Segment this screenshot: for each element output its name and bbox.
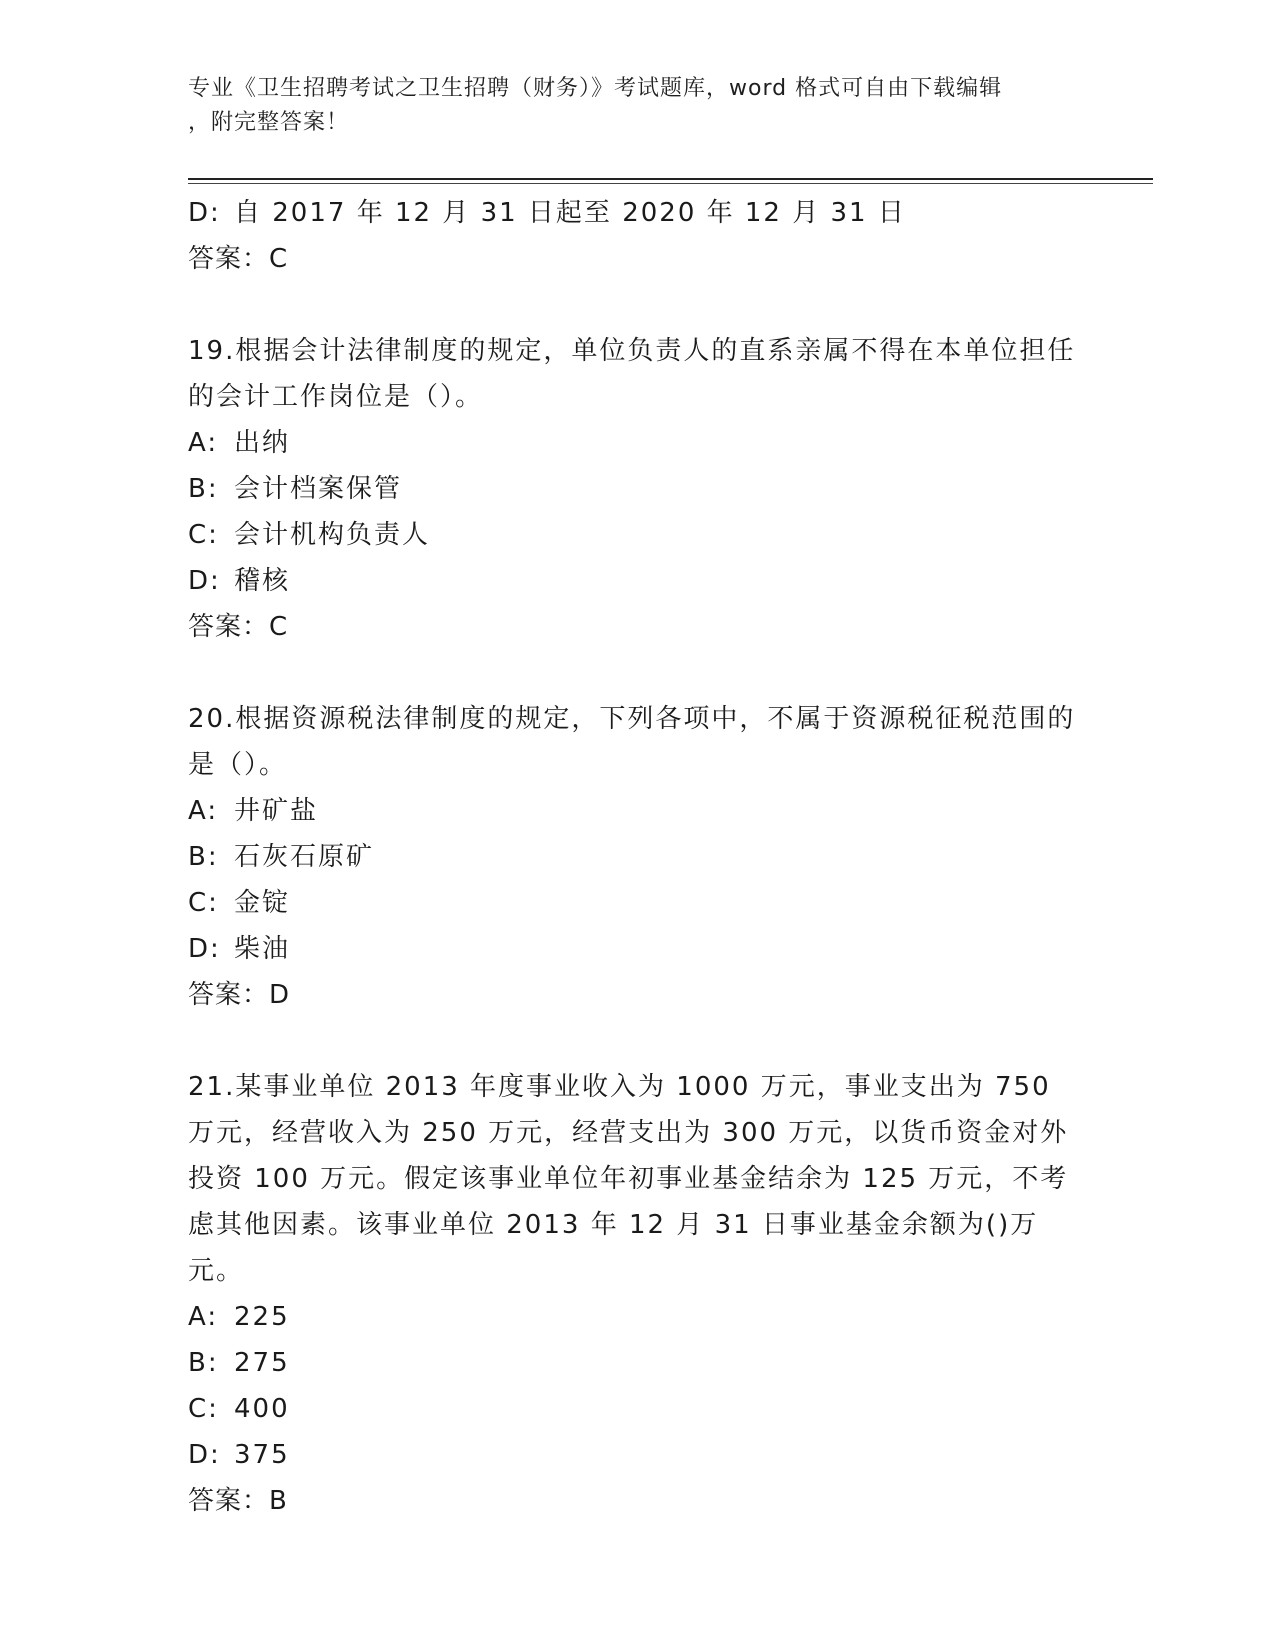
option-text: 金锭 <box>234 888 291 918</box>
option-key: A: <box>188 428 219 458</box>
option-key: B: <box>188 474 219 504</box>
option-text: 225 <box>234 1302 290 1332</box>
option-text: 会计机构负责人 <box>234 520 431 550</box>
header-rule-top <box>188 178 1153 180</box>
option-text: 375 <box>234 1440 290 1470</box>
option-key: D: <box>188 198 221 228</box>
option-key: B: <box>188 1348 219 1378</box>
option-text: 275 <box>234 1348 290 1378</box>
option-text: 自 2017 年 12 月 31 日起至 2020 年 12 月 31 日 <box>234 198 906 228</box>
answer: 答案：C <box>188 612 289 642</box>
option-d <box>188 1432 1088 1478</box>
spacer <box>188 282 1088 328</box>
page-header <box>188 72 1088 140</box>
option-a <box>188 788 1088 834</box>
option-key: B: <box>188 842 219 872</box>
option-b <box>188 834 1088 880</box>
option-c <box>188 880 1088 926</box>
option-text: 柴油 <box>234 934 291 964</box>
option-c <box>188 512 1088 558</box>
prev-option-d <box>188 190 1088 236</box>
option-d <box>188 558 1088 604</box>
option-text: 400 <box>234 1394 290 1424</box>
option-key: A: <box>188 1302 219 1332</box>
question-19 <box>188 328 1088 650</box>
question-text: 21.某事业单位 2013 年度事业收入为 1000 万元，事业支出为 750 万元，经营收入为 250 万元，经营支出为 300 万元，以货币资金对外投资 100 万元。假定该事业单位年初事业基金结余为 125 万元，不考虑其他因素。该事业单位 2013 年 12 月 31 日事业基金余额为()万元。 <box>188 1072 1069 1286</box>
option-text: 石灰石原矿 <box>234 842 375 872</box>
answer: 答案：D <box>188 980 291 1010</box>
option-key: D: <box>188 1440 221 1470</box>
option-text: 会计档案保管 <box>234 474 403 504</box>
option-text: 井矿盐 <box>234 796 319 826</box>
option-key: C: <box>188 520 219 550</box>
answer: 答案：B <box>188 1486 288 1516</box>
option-c <box>188 1386 1088 1432</box>
option-key: D: <box>188 934 221 964</box>
option-text: 稽核 <box>234 566 291 596</box>
option-text: 出纳 <box>234 428 291 458</box>
spacer <box>188 1018 1088 1064</box>
option-a <box>188 420 1088 466</box>
option-a <box>188 1294 1088 1340</box>
prev-answer: 答案：C <box>188 244 289 274</box>
header-line-2: ，附完整答案！ <box>188 110 350 135</box>
option-key: A: <box>188 796 219 826</box>
option-b <box>188 466 1088 512</box>
question-text: 19.根据会计法律制度的规定，单位负责人的直系亲属不得在本单位担任的会计工作岗位是（）。 <box>188 336 1076 412</box>
question-21 <box>188 1064 1088 1524</box>
option-key: C: <box>188 888 219 918</box>
option-d <box>188 926 1088 972</box>
header-rule-bottom <box>188 183 1153 184</box>
question-20 <box>188 696 1088 1018</box>
option-b <box>188 1340 1088 1386</box>
question-text: 20.根据资源税法律制度的规定，下列各项中，不属于资源税征税范围的是（）。 <box>188 704 1076 780</box>
header-line-1: 专业《卫生招聘考试之卫生招聘（财务）》考试题库，word 格式可自由下载编辑 <box>188 76 1003 101</box>
question-list <box>188 190 1088 1524</box>
option-key: C: <box>188 1394 219 1424</box>
spacer <box>188 650 1088 696</box>
option-key: D: <box>188 566 221 596</box>
